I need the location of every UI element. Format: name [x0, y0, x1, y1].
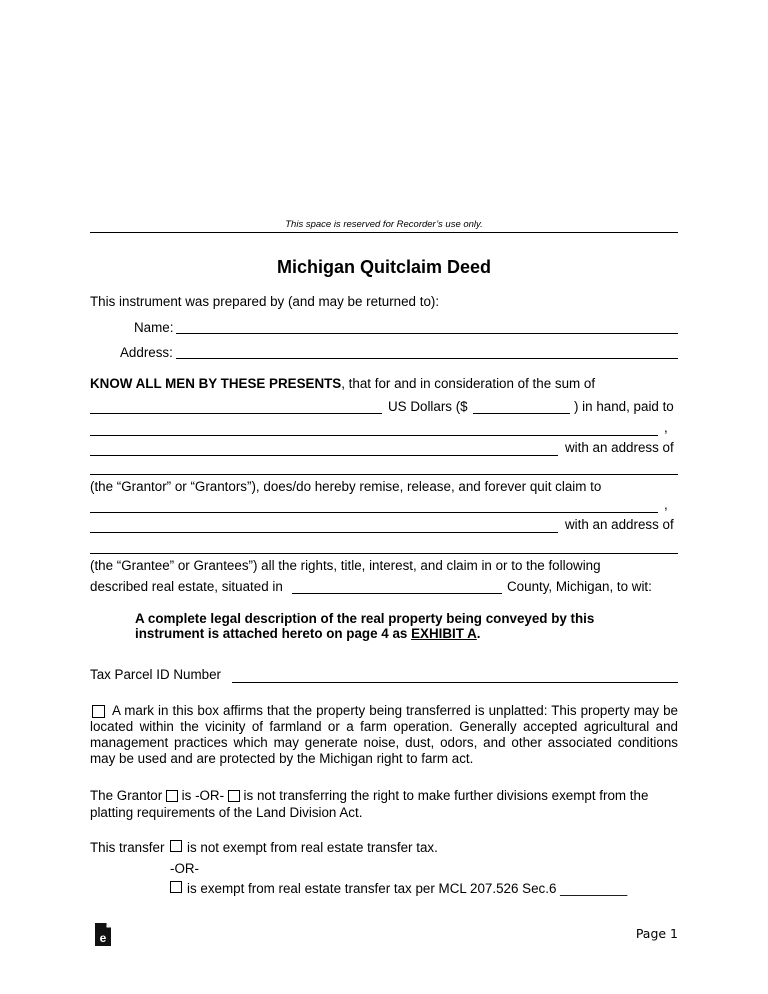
address-label: Address:	[120, 345, 173, 360]
grantor-name-field-2[interactable]	[90, 455, 558, 456]
recorder-note: This space is reserved for Recorder’s use only.	[285, 219, 483, 230]
division-grantor-label: The Grantor	[90, 788, 163, 803]
with-address-label-1: with an address of	[565, 440, 674, 455]
grantee-comma: ,	[664, 497, 668, 512]
consideration-text: , that for and in consideration of the sum of	[341, 376, 596, 391]
not-exempt-checkbox[interactable]	[170, 840, 182, 852]
prepared-by-intro: This instrument was prepared by (and may be returned to):	[90, 294, 440, 309]
exempt-label: is exempt from real estate transfer tax per MCL 207.526 Sec.6 _________	[187, 881, 628, 896]
consideration-line	[90, 376, 595, 391]
legal-description-line2	[135, 626, 481, 641]
grantee-address-field[interactable]	[90, 553, 678, 554]
unplatted-paragraph	[90, 703, 678, 767]
division-line1	[90, 788, 648, 803]
in-hand-label: ) in hand, paid to	[574, 399, 674, 414]
division-is-or: is -OR-	[181, 788, 225, 803]
tax-parcel-field[interactable]	[232, 682, 678, 683]
name-field[interactable]	[176, 333, 678, 334]
svg-text:e: e	[99, 931, 107, 945]
grantee-name-field-2[interactable]	[90, 532, 558, 533]
situated-post: County, Michigan, to wit:	[507, 579, 652, 594]
legal-description-period: .	[476, 626, 481, 641]
exhibit-a-link: EXHIBIT A	[411, 626, 477, 641]
division-is-not-checkbox[interactable]	[228, 790, 240, 802]
grantor-address-field[interactable]	[90, 474, 678, 475]
grantee-clause: (the “Grantee” or Grantees”) all the rights, title, interest, and claim in or to the following	[90, 558, 601, 573]
transfer-lead: This transfer	[90, 840, 165, 855]
with-address-label-2: with an address of	[565, 517, 674, 532]
transfer-or: -OR-	[170, 861, 200, 876]
grantor-comma: ,	[664, 420, 668, 435]
division-rest: is not transferring the right to make further divisions exempt from the	[243, 788, 649, 803]
division-line2: platting requirements of the Land Division Act.	[90, 805, 363, 820]
legal-description-text: instrument is attached hereto on page 4 as	[135, 626, 412, 641]
eforms-logo-icon	[93, 922, 113, 948]
situated-pre: described real estate, situated in	[90, 579, 283, 594]
page-number: Page 1	[635, 926, 678, 941]
unplatted-text: A mark in this box affirms that the property being transferred is unplatted: This property may be located within the vicinity of farmland or a farm operation. Generally accepted agricultural and management practices which may generate noise, dust, odors, and other associated conditions may be used and are protected by the Michigan right to farm act.	[90, 703, 678, 766]
us-dollars-label: US Dollars ($	[388, 399, 468, 414]
tax-parcel-label: Tax Parcel ID Number	[90, 667, 221, 682]
know-all-men-heading: KNOW ALL MEN BY THESE PRESENTS	[90, 376, 342, 391]
division-is-checkbox[interactable]	[166, 790, 178, 802]
name-label: Name:	[134, 320, 174, 335]
amount-number-field[interactable]	[473, 413, 570, 414]
not-exempt-label: is not exempt from real estate transfer tax.	[187, 840, 438, 855]
exempt-checkbox[interactable]	[170, 881, 182, 893]
grantee-name-field[interactable]	[90, 512, 658, 513]
county-field[interactable]	[292, 593, 502, 594]
document-title: Michigan Quitclaim Deed	[276, 257, 492, 277]
grantor-clause: (the “Grantor” or “Grantors”), does/do hereby remise, release, and forever quit claim to	[90, 479, 602, 494]
legal-description-line1: A complete legal description of the real property being conveyed by this	[135, 611, 595, 626]
amount-words-field[interactable]	[90, 413, 382, 414]
address-field[interactable]	[176, 358, 678, 359]
recorder-divider	[90, 232, 678, 233]
grantor-name-field[interactable]	[90, 435, 658, 436]
